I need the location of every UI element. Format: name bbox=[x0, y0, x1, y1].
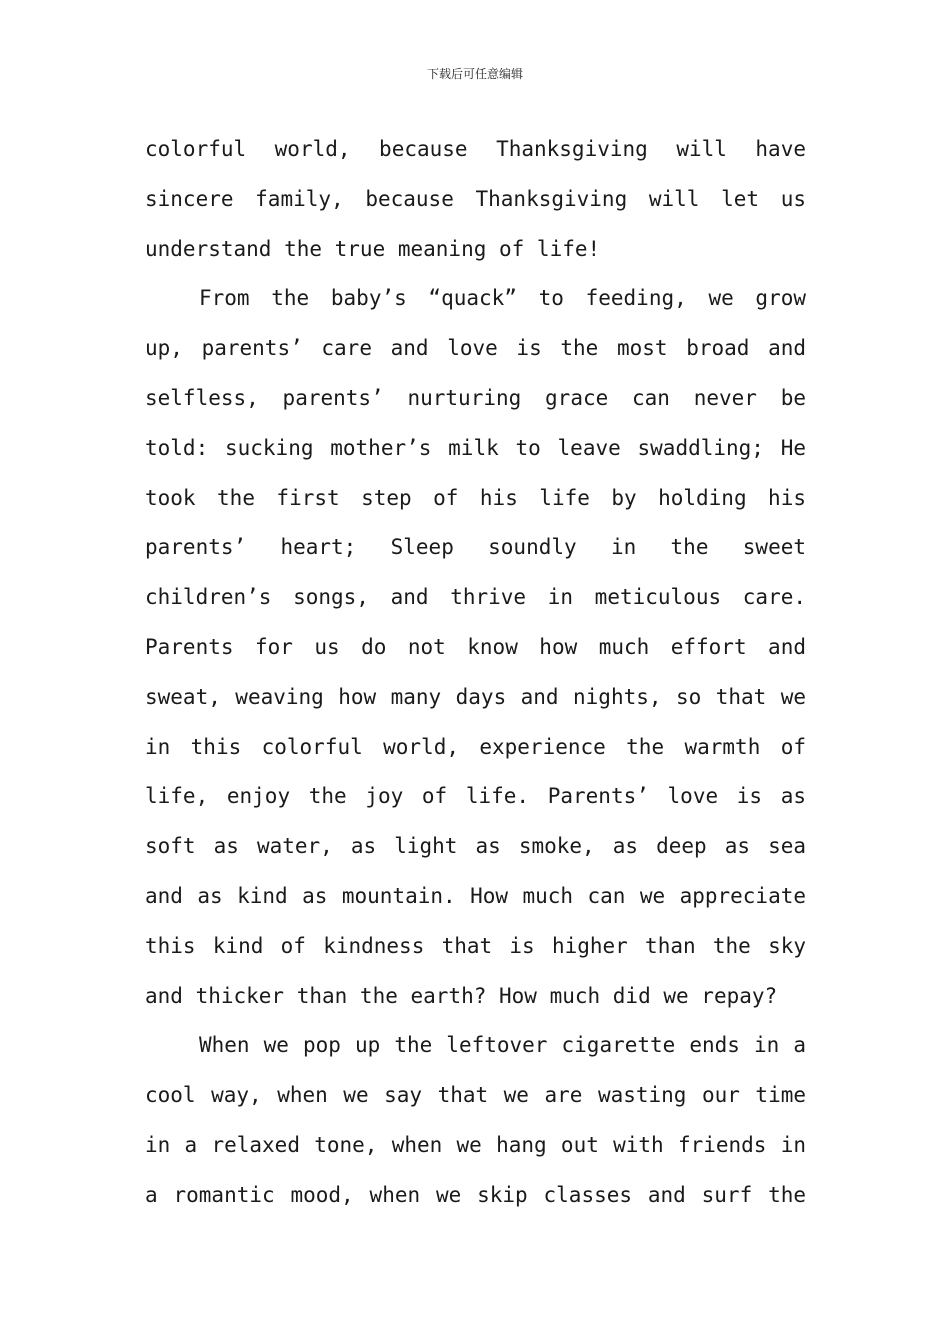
text-line: children’s songs, and thrive in meticulous care. bbox=[145, 585, 806, 610]
body-text bbox=[145, 125, 806, 1221]
text-line: in a relaxed tone, when we hang out with friends in bbox=[145, 1132, 806, 1157]
text-line: and thicker than the earth? How much did we repay? bbox=[145, 983, 778, 1008]
text-line: in this colorful world, experience the warmth of bbox=[145, 734, 806, 759]
text-line: Parents for us do not know how much effort and bbox=[145, 634, 806, 659]
text-line: this kind of kindness that is higher than the sky bbox=[145, 933, 806, 958]
text-line: told: sucking mother’s milk to leave swaddling; He bbox=[145, 435, 806, 460]
text-line: selfless, parents’ nurturing grace can never be bbox=[145, 385, 806, 410]
text-line: From the baby’s “quack” to feeding, we grow bbox=[199, 286, 806, 311]
text-line: understand the true meaning of life! bbox=[145, 236, 601, 261]
text-line: took the first step of his life by holding his bbox=[145, 485, 806, 510]
text-line: cool way, when we say that we are wasting our time bbox=[145, 1083, 806, 1108]
text-line: up, parents’ care and love is the most broad and bbox=[145, 336, 806, 361]
text-line: parents’ heart; Sleep soundly in the sweet bbox=[145, 535, 806, 560]
text-line: and as kind as mountain. How much can we appreciate bbox=[145, 883, 806, 908]
page-header: 下载后可任意编辑 bbox=[426, 67, 523, 81]
text-line: soft as water, as light as smoke, as deep as sea bbox=[145, 834, 806, 859]
text-line: life, enjoy the joy of life. Parents’ love is as bbox=[145, 784, 806, 809]
text-line: sweat, weaving how many days and nights, so that we bbox=[145, 684, 806, 709]
text-line: sincere family, because Thanksgiving will let us bbox=[145, 186, 806, 211]
text-line: When we pop up the leftover cigarette ends in a bbox=[199, 1033, 806, 1058]
text-line: a romantic mood, when we skip classes and surf the bbox=[145, 1182, 806, 1207]
text-line: colorful world, because Thanksgiving will have bbox=[145, 137, 806, 161]
